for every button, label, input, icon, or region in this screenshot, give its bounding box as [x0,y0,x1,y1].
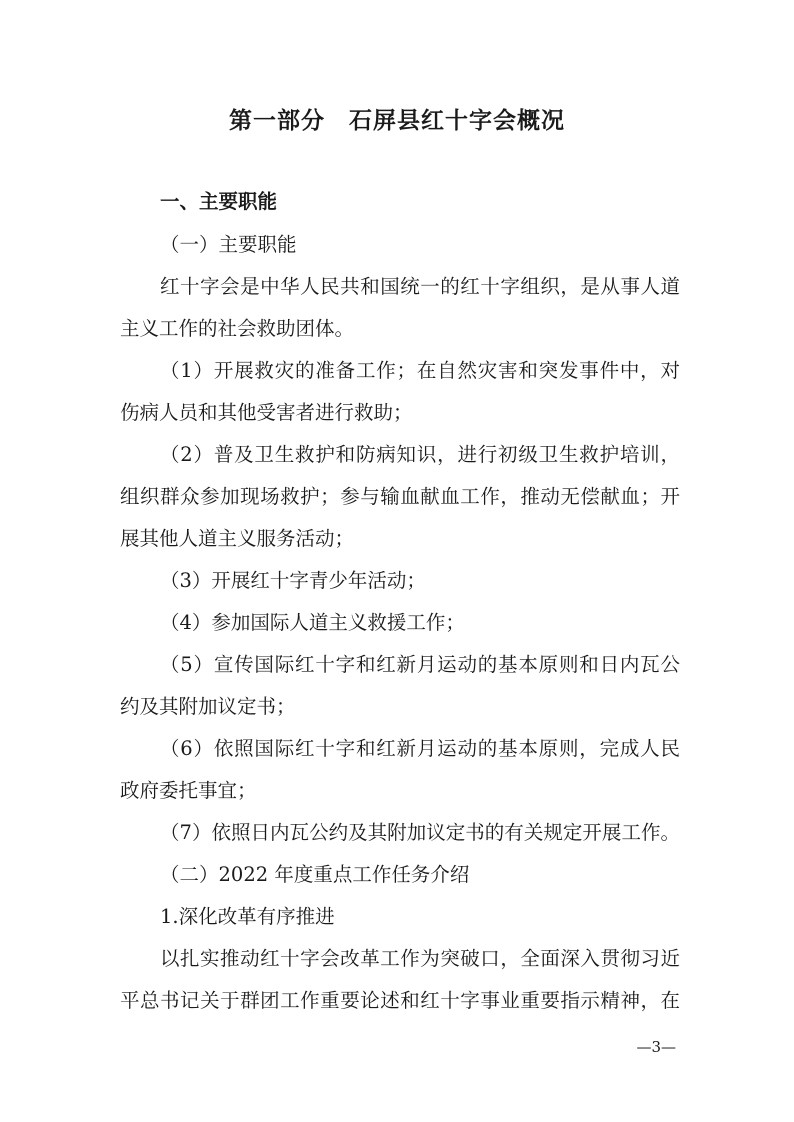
paragraph-line: 组织群众参加现场救护；参与输血献血工作，推动无偿献血；开 [120,485,680,508]
paragraph-line: （6）依照国际红十字和红新月运动的基本原则，完成人民 [160,737,680,760]
document-body [120,180,680,1022]
subsection-heading: 1.深化改革有序推进 [160,905,335,928]
paragraph-line: 平总书记关于群团工作重要论述和红十字事业重要指示精神，在 [120,989,680,1012]
paragraph-line: （3）开展红十字青少年活动； [160,569,426,592]
paragraph-line: （2）普及卫生救护和防病知识，进行初级卫生救护培训， [160,443,680,466]
subsection-heading: （一）主要职能 [160,233,297,256]
subsection-heading: （二）2022 年度重点工作任务介绍 [160,863,470,886]
paragraph-line: 约及其附加议定书； [120,695,296,718]
paragraph-line: （7）依照日内瓦公约及其附加议定书的有关规定开展工作。 [160,821,680,844]
paragraph-line: 展其他人道主义服务活动； [120,527,355,550]
section-heading: 一、主要职能 [160,190,278,213]
paragraph-line: 以扎实推动红十字会改革工作为突破口，全面深入贯彻习近 [160,947,680,970]
paragraph-line: （5）宣传国际红十字和红新月运动的基本原则和日内瓦公 [160,653,680,676]
paragraph-line: 红十字会是中华人民共和国统一的红十字组织，是从事人道 [160,275,680,298]
page-title: 第一部分 石屏县红十字会概况 [229,108,565,134]
paragraph-line: （4）参加国际人道主义救援工作； [160,611,465,634]
paragraph-line: 政府委托事宜； [120,779,257,802]
paragraph-line: （1）开展救灾的准备工作；在自然灾害和突发事件中，对 [160,359,680,382]
paragraph-line: 伤病人员和其他受害者进行救助； [120,401,413,424]
page-number: —3— [636,1038,676,1056]
paragraph-line: 主义工作的社会救助团体。 [120,317,355,340]
